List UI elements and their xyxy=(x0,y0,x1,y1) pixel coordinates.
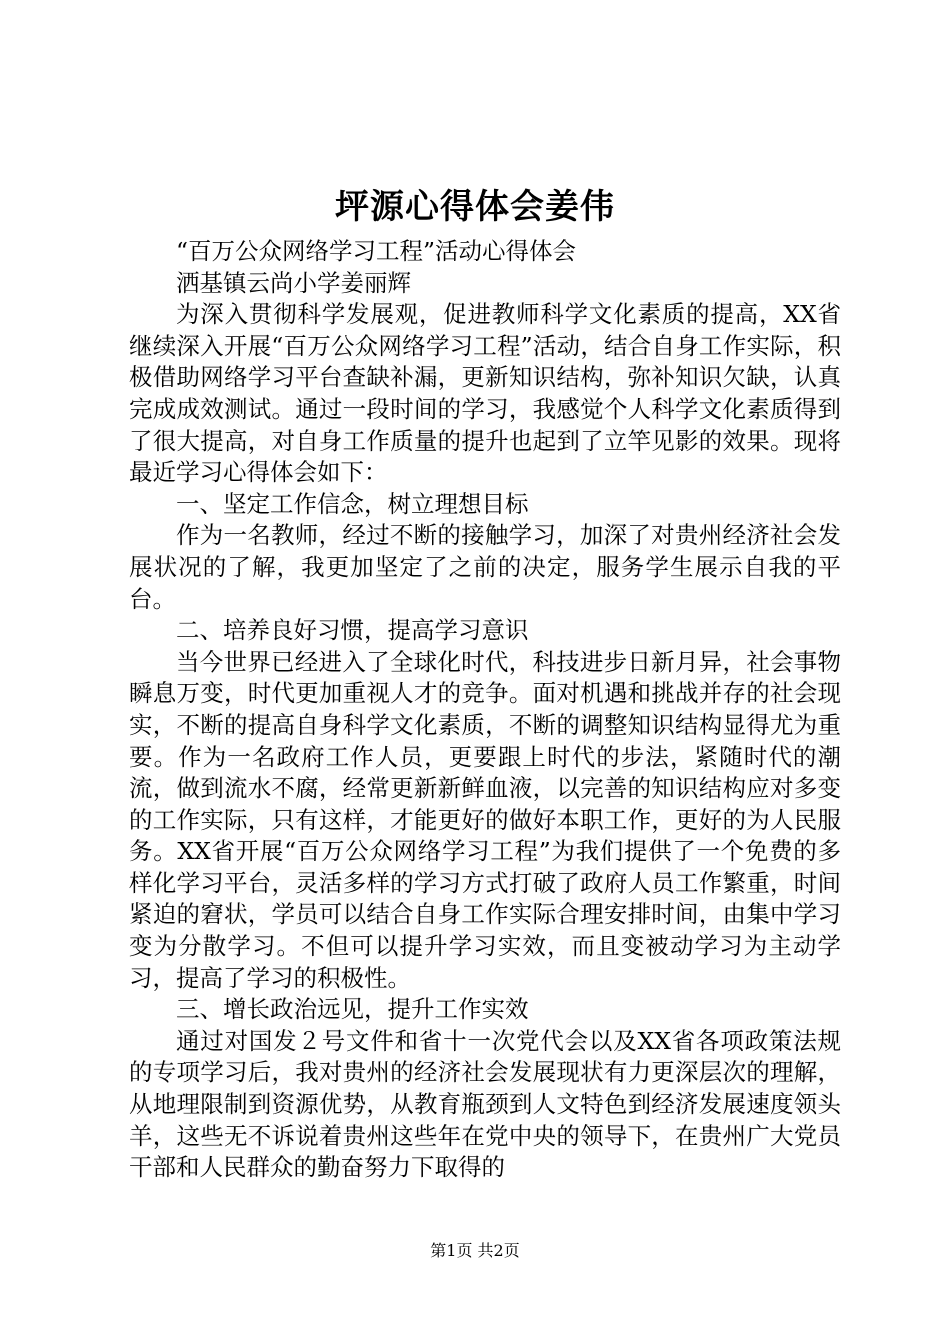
section-heading-1: 一、坚定工作信念，树立理想目标 xyxy=(176,489,529,518)
paragraph-subtitle: “百万公众网络学习工程”活动心得体会 xyxy=(176,237,577,265)
paragraph-author: 洒基镇云尚小学姜丽辉 xyxy=(176,268,411,297)
section-heading-2: 二、培养良好习惯，提高学习意识 xyxy=(176,616,529,645)
paragraph-intro: 为深入贯彻科学发展观，促进教师科学文化素质的提高，XX省继续深入开展“百万公众网络学习工程”活动，结合自身工作实际，积极借助网络学习平台查缺补漏，更新知识结构，弥补知识欠缺，认真完成成效测试。通过一段时间的学习，我感觉个人科学文化素质得到了很大提高，对自身工作质量的提升也起到了立竿见影的效果。现将最近学习心得体会如下： xyxy=(129,300,841,487)
paragraph-section-1: 作为一名教师，经过不断的接触学习，加深了对贵州经济社会发展状况的了解，我更加坚定了之前的决定，服务学生展示自我的平台。 xyxy=(129,521,841,613)
page-number-footer: 第1页 共2页 xyxy=(430,1241,520,1260)
paragraph-section-3: 通过对国发２号文件和省十一次党代会以及XX省各项政策法规的专项学习后，我对贵州的经济社会发展现状有力更深层次的理解，从地理限制到资源优势，从教育瓶颈到人文特色到经济发展速度领头羊，这些无不诉说着贵州这些年在党中央的领导下，在贵州广大党员干部和人民群众的勤奋努力下取得的 xyxy=(129,1026,841,1182)
document-body xyxy=(129,236,841,1184)
paragraph-section-2: 当今世界已经进入了全球化时代，科技进步日新月异，社会事物瞬息万变，时代更加重视人才的竞争。面对机遇和挑战并存的社会现实，不断的提高自身科学文化素质，不断的调整知识结构显得尤为重要。作为一名政府工作人员，更要跟上时代的步法，紧随时代的潮流，做到流水不腐，经常更新新鲜血液，以完善的知识结构应对多变的工作实际，只有这样，才能更好的做好本职工作，更好的为人民服务。XX省开展“百万公众网络学习工程”为我们提供了一个免费的多样化学习平台，灵活多样的学习方式打破了政府人员工作繁重，时间紧迫的窘状，学员可以结合自身工作实际合理安排时间，由集中学习变为分散学习。不但可以提升学习实效，而且变被动学习为主动学习，提高了学习的积极性。 xyxy=(129,647,841,992)
document-title: 坪源心得体会姜伟 xyxy=(335,187,615,227)
section-heading-3: 三、增长政治远见，提升工作实效 xyxy=(176,995,529,1024)
